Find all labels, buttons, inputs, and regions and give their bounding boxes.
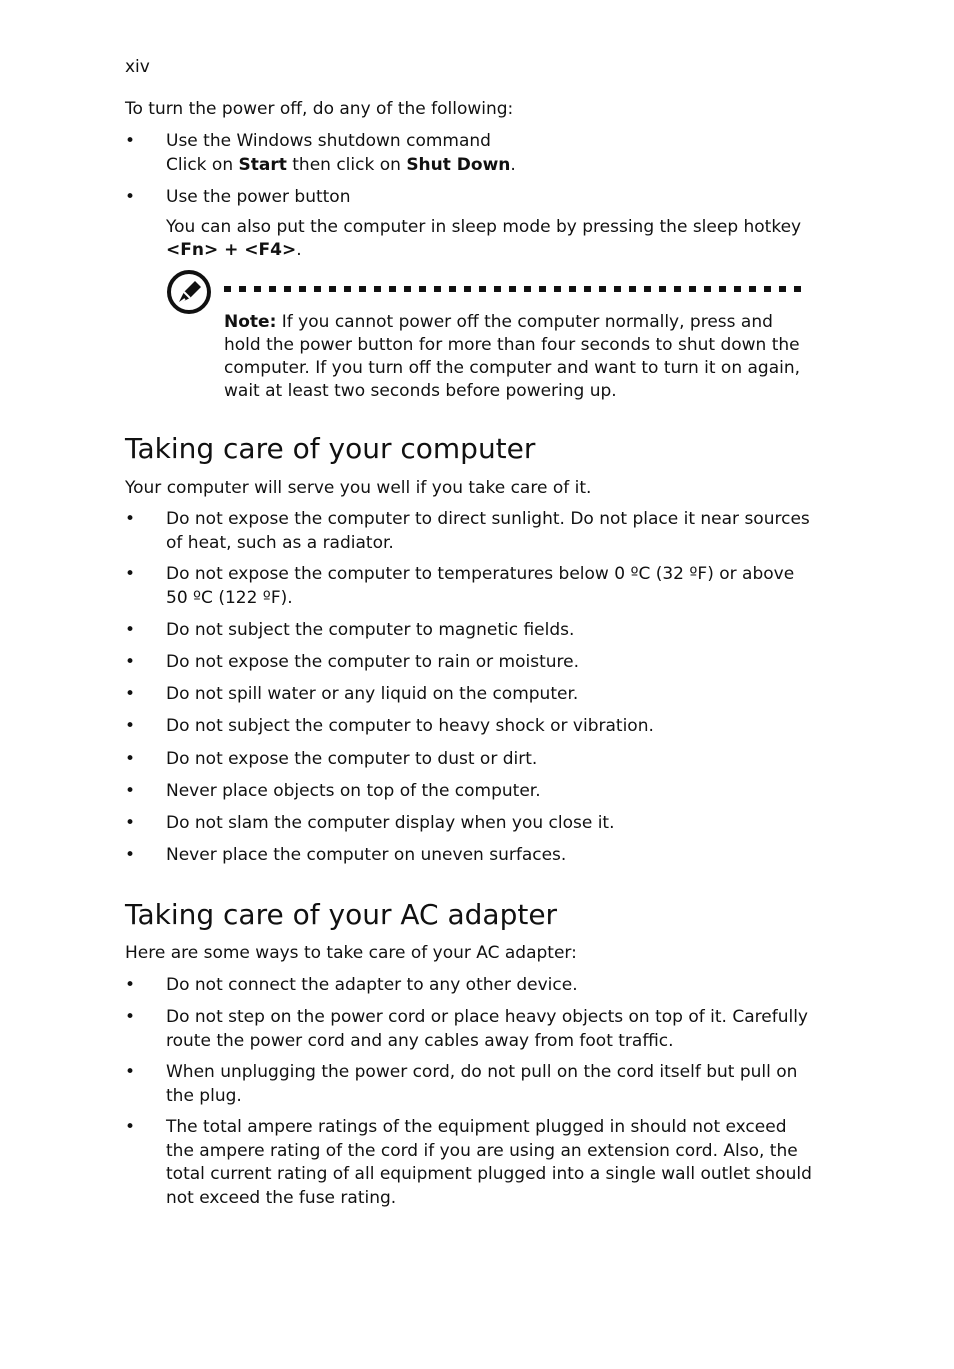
list-item-text: Do not expose the computer to dust or dirt. [166, 749, 538, 769]
list-item-text: Do not subject the computer to heavy shock or vibration. [166, 716, 654, 736]
note-pen-icon [165, 268, 213, 316]
bullet-dot: • [125, 975, 136, 995]
bullet-dot: • [125, 1007, 136, 1027]
list-item-text: Never place objects on top of the computer. [166, 781, 541, 801]
list-item-text: Do not expose the computer to rain or moisture. [166, 652, 579, 672]
note-body: If you cannot power off the computer normally, press and hold the power button for more than four seconds to shut down the computer. If you turn off the computer and want to turn it on again, wait at least two seconds before powering up. [224, 312, 801, 401]
item-line: Use the power button [166, 187, 351, 207]
bullet-dot: • [125, 652, 136, 672]
list-item-text: Do not expose the computer to direct sunlight. Do not place it near sources of heat, such as a radiator. [166, 509, 810, 553]
list-item-text: Do not spill water or any liquid on the computer. [166, 684, 579, 704]
bullet-dot: • [125, 187, 136, 207]
list-item-text: Do not expose the computer to temperatures below 0 ºC (32 ºF) or above 50 ºC (122 ºF). [166, 564, 795, 608]
bullet-dot: • [125, 620, 136, 640]
bullet-dot: • [125, 813, 136, 833]
section-heading-adapter: Taking care of your AC adapter [125, 898, 558, 931]
care-computer-intro: Your computer will serve you well if you take care of it. [125, 478, 592, 498]
care-adapter-intro: Here are some ways to take care of your AC adapter: [125, 943, 577, 963]
list-item-text: Do not subject the computer to magnetic fields. [166, 620, 575, 640]
list-item-text: The total ampere ratings of the equipment plugged in should not exceed the ampere rating of the cord if you are using an extension cord. Also, the total current rating of all equipment plugged into a single wall outlet should not exceed the fuse rating. [166, 1117, 812, 1208]
bullet-dot: • [125, 749, 136, 769]
list-item-text [166, 130, 816, 177]
item-line: Click on Start then click on Shut Down. [166, 154, 516, 175]
list-item-text: When unplugging the power cord, do not pull on the cord itself but pull on the plug. [166, 1062, 798, 1106]
bullet-dot: • [125, 131, 136, 151]
section-heading-computer: Taking care of your computer [125, 432, 536, 465]
list-item-text: Do not connect the adapter to any other device. [166, 975, 578, 995]
bullet-dot: • [125, 564, 136, 584]
bullet-dot: • [125, 781, 136, 801]
page-number: xiv [125, 57, 150, 77]
bullet-dot: • [125, 1117, 136, 1137]
list-item-text [166, 186, 816, 263]
list-item-text: Do not step on the power cord or place heavy objects on top of it. Carefully route the power cord and any cables away from foot traffic. [166, 1007, 808, 1051]
item-line: Use the Windows shutdown command [166, 131, 491, 151]
note-text [224, 311, 814, 403]
item-paragraph: You can also put the computer in sleep mode by pressing the sleep hotkey <Fn> + <F4>. [166, 216, 802, 260]
note-divider [224, 286, 809, 292]
bullet-dot: • [125, 1062, 136, 1082]
bullet-dot: • [125, 845, 136, 865]
note-label: Note: [224, 312, 277, 332]
bullet-dot: • [125, 716, 136, 736]
bullet-dot: • [125, 509, 136, 529]
bullet-dot: • [125, 684, 136, 704]
list-item-text: Never place the computer on uneven surfaces. [166, 845, 567, 865]
list-item-text: Do not slam the computer display when you close it. [166, 813, 615, 833]
power-off-intro: To turn the power off, do any of the following: [125, 99, 514, 119]
